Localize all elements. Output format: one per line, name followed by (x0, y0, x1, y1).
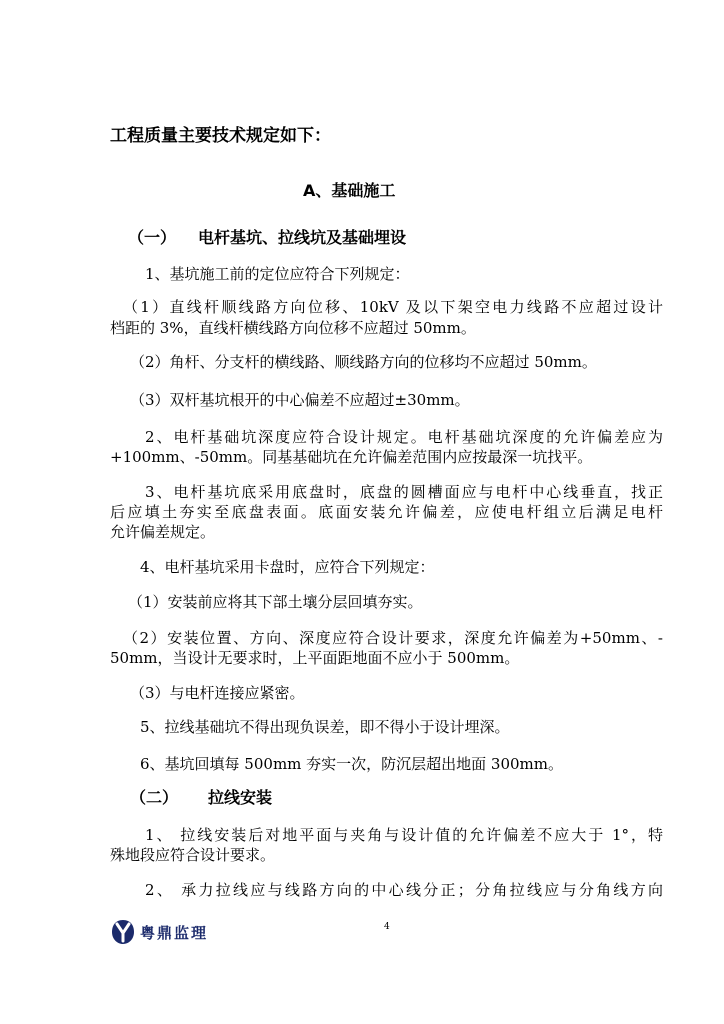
paragraph-1: 1、基坑施工前的定位应符合下列规定： (145, 265, 410, 283)
paragraph-2-line-1: 2、电杆基础坑深度应符合设计规定。电杆基础坑深度的允许偏差应为 (145, 428, 663, 446)
doc-heading: 工程质量主要技术规定如下： (110, 126, 331, 146)
paragraph-1-1-line-1: （1）直线杆顺线路方向位移、10kV 及以下架空电力线路不应超过设计 (123, 298, 663, 316)
subsection-1-title: 电杆基坑、拉线坑及基础埋设 (198, 228, 407, 247)
paragraph-1-3: （3）双杆基坑根开的中心偏差不应超过±30mm。 (130, 391, 470, 409)
paragraph-4-2-line-2: 50mm，当设计无要求时，上平面距地面不应小于 500mm。 (110, 649, 520, 667)
item-2-line-1: 2、 承力拉线应与线路方向的中心线分正；分角拉线应与分角线方向 (145, 881, 663, 899)
paragraph-2-line-2: +100mm、-50mm。同基基础坑在允许偏差范围内应按最深一坑找平。 (110, 448, 593, 466)
paragraph-4-2-line-1: （2）安装位置、方向、深度应符合设计要求，深度允许偏差为+50mm、- (123, 629, 663, 647)
footer-logo (110, 917, 208, 947)
item-1-line-1: 1、 拉线安装后对地平面与夹角与设计值的允许偏差不应大于 1°，特 (145, 826, 663, 844)
page-number: 4 (384, 922, 390, 932)
paragraph-6: 6、基坑回填每 500mm 夯实一次，防沉层超出地面 300mm。 (140, 755, 564, 773)
paragraph-4-3: （3）与电杆连接应紧密。 (130, 684, 305, 702)
subsection-1-number: （一） (128, 228, 177, 247)
company-logo-icon (110, 918, 136, 946)
subsection-2-title: 拉线安装 (208, 788, 273, 807)
company-logo-text: 粤鼎监理 (140, 923, 209, 942)
paragraph-1-2: （2）角杆、分支杆的横线路、顺线路方向的位移均不应超过 50mm。 (130, 353, 597, 371)
paragraph-3-line-3: 允许偏差规定。 (110, 523, 216, 541)
paragraph-4: 4、电杆基坑采用卡盘时，应符合下列规定： (140, 558, 435, 576)
paragraph-4-1: （1）安装前应将其下部土壤分层回填夯实。 (128, 593, 423, 611)
section-a-title: A、基础施工 (303, 181, 396, 200)
paragraph-3-line-1: 3、电杆基坑底采用底盘时，底盘的圆槽面应与电杆中心线垂直，找正 (145, 483, 663, 501)
paragraph-1-1-line-2: 档距的 3%，直线杆横线路方向位移不应超过 50mm。 (110, 319, 476, 337)
paragraph-5: 5、拉线基础坑不得出现负误差，即不得小于设计埋深。 (140, 718, 510, 736)
paragraph-3-line-2: 后应填土夯实至底盘表面。底面安装允许偏差，应使电杆组立后满足电杆 (110, 503, 663, 521)
item-1-line-2: 殊地段应符合设计要求。 (110, 846, 276, 864)
subsection-2-heading (130, 788, 272, 808)
subsection-1-heading (128, 228, 406, 248)
subsection-2-number: （二） (130, 788, 179, 807)
